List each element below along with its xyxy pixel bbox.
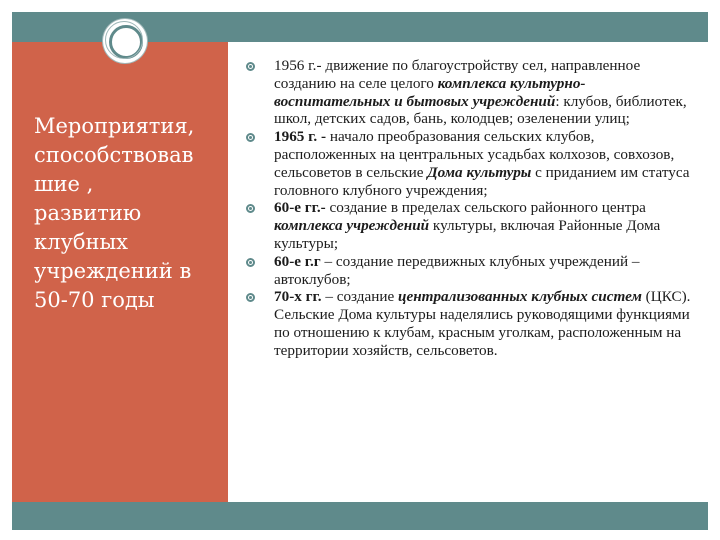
bullet-emphasis: Дома культуры (427, 163, 532, 181)
bullet-text: создание в пределах сельского районного центра (325, 199, 646, 217)
title-line: клубных (34, 230, 129, 254)
bottom-footer-strip (12, 502, 708, 530)
bullet-text: культуры, включая Районные Дома культуры; (274, 217, 661, 252)
bullet-year: 1956 г.- (274, 57, 322, 74)
bullet-item (244, 288, 694, 359)
bullet-item (244, 253, 694, 289)
bullet-text: (ЦКС). Сельские Дома культуры наделялись руководящими функциями по отношению к клубам, красным уголкам, расположенным на территории хозяйств, сельсоветов. (274, 288, 691, 359)
bullet-emphasis: комплекса учреждений (274, 217, 430, 235)
bullet-emphasis: централизованных клубных систем (398, 288, 642, 306)
slide-title (34, 112, 214, 315)
title-line: развитию (34, 201, 142, 225)
title-line: учреждений в (34, 259, 192, 283)
bullet-year: 60-е гг.- (274, 199, 326, 217)
circle-ornament-icon (103, 19, 147, 63)
bullet-text: движение по благоустройству сел, направленное созданию на селе целого (274, 57, 641, 92)
bullet-text: – создание передвижных клубных учреждений – автоклубов; (274, 252, 640, 288)
title-line: шие , (34, 172, 94, 196)
title-line: Мероприятия, (34, 114, 195, 138)
title-line: способствовав (34, 143, 194, 167)
bullet-item (244, 199, 694, 252)
bullet-year: 1965 г. - (274, 128, 327, 146)
bullet-text: : клубов, библиотек, школ, детских садов, бань, колодцев; озеленении улиц; (274, 92, 687, 128)
title-line: 50-70 годы (34, 288, 155, 312)
bullet-item (244, 128, 694, 199)
bullet-text: – создание (321, 288, 399, 306)
bullet-year: 70-х гг. (274, 288, 322, 306)
bullet-emphasis: комплекса культурно-воспитательных и бытовых учреждений (274, 74, 586, 110)
bullet-item (244, 57, 694, 128)
bullet-text: с приданием им статуса головного клубного учреждения; (274, 163, 690, 199)
bullet-list (244, 57, 694, 360)
bullet-year: 60-е г.г (274, 252, 321, 270)
bullet-text: начало преобразования сельских клубов, расположенных на центральных усадьбах колхозов, совхозов, сельсоветов в сельские (274, 128, 675, 181)
